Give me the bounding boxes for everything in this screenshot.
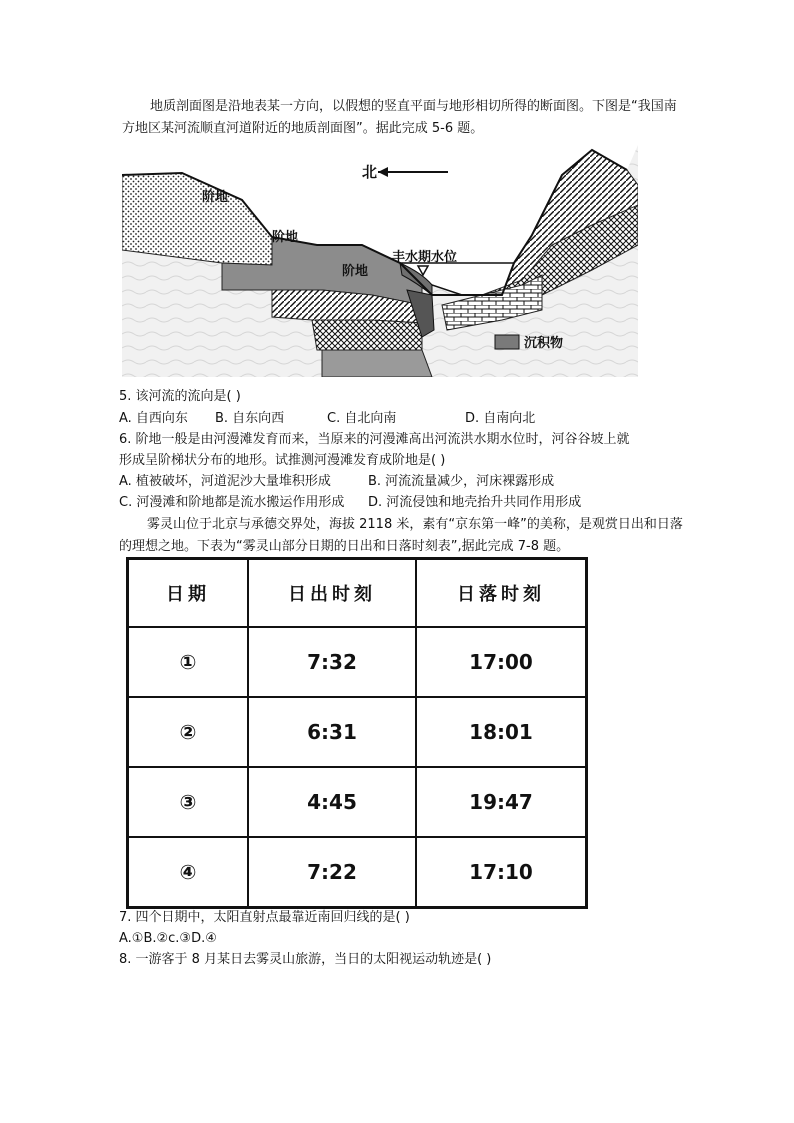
row-sunset: 17:10 — [416, 837, 587, 908]
table-row — [128, 767, 587, 837]
terrace-label-2: 阶地 — [272, 230, 299, 245]
intro-5-6: 地质剖面图是沿地表某一方向，以假想的竖直平面与地形相切所得的断面图。下图是“我国南方地区某河流顺直河道附近的地质剖面图”。据此完成 5-6 题。 — [122, 99, 677, 136]
row-sunrise: 6:31 — [248, 697, 416, 767]
legend-swatch — [495, 335, 519, 349]
q5-stem: 5. 该河流的流向是( ) — [119, 389, 241, 404]
q5-option-a: A. 自西向东 — [119, 411, 188, 426]
header-sunset: 日落时刻 — [416, 559, 587, 628]
row-date: ① — [128, 627, 249, 697]
row-sunrise: 7:32 — [248, 627, 416, 697]
bottom-grey-layer — [322, 350, 432, 377]
cross-layer-left — [312, 320, 422, 350]
q6-options-row2 — [119, 493, 581, 513]
q6-option-a: A. 植被破坏，河道泥沙大量堆积形成 — [119, 474, 331, 489]
table-row — [128, 697, 587, 767]
row-date: ④ — [128, 837, 249, 908]
q6-stem-line1: 6. 阶地一般是由河漫滩发育而来，当原来的河漫滩高出河流洪水期水位时，河谷谷坡上就 — [119, 432, 630, 447]
q5-option-b: B. 自东向西 — [215, 411, 285, 426]
table-row — [128, 837, 587, 908]
intro-7-8: 雾灵山位于北京与承德交界处，海拔 2118 米，素有“京东第一峰”的美称，是观赏日出和日落的理想之地。下表为“雾灵山部分日期的日出和日落时刻表”,据此完成 7-8 题。 — [119, 517, 683, 554]
q6-option-c: C. 河漫滩和阶地都是流水搬运作用形成 — [119, 495, 345, 510]
q5-option-c: C. 自北向南 — [327, 411, 397, 426]
header-date: 日期 — [128, 559, 249, 628]
row-sunset: 18:01 — [416, 697, 587, 767]
header-sunrise: 日出时刻 — [248, 559, 416, 628]
legend-label: 沉积物 — [524, 336, 564, 351]
row-sunrise: 7:22 — [248, 837, 416, 908]
water-level-label: 丰水期水位 — [392, 250, 458, 265]
north-label: 北 — [362, 163, 378, 181]
q6-stem-line2: 形成呈阶梯状分布的地形。试推测河漫滩发育成阶地是( ) — [119, 453, 446, 468]
row-sunset: 19:47 — [416, 767, 587, 837]
row-sunset: 17:00 — [416, 627, 587, 697]
q8-stem: 8. 一游客于 8 月某日去雾灵山旅游，当日的太阳视运动轨迹是( ) — [119, 952, 492, 967]
q6-option-b: B. 河流流量减少，河床裸露形成 — [368, 474, 555, 489]
row-date: ③ — [128, 767, 249, 837]
table-header-row — [128, 559, 587, 628]
q5-option-d: D. 自南向北 — [465, 411, 536, 426]
terrace-label-3: 阶地 — [342, 264, 369, 279]
terrace-label-1: 阶地 — [202, 190, 229, 205]
q5-options — [119, 409, 535, 429]
q7-stem: 7. 四个日期中，太阳直射点最靠近南回归线的是( ) — [119, 910, 410, 925]
q7-options: A.①B.②c.③D.④ — [119, 931, 217, 946]
row-sunrise: 4:45 — [248, 767, 416, 837]
sunrise-sunset-table — [126, 557, 588, 909]
q6-options-row1 — [119, 472, 554, 492]
geologic-profile-diagram — [122, 145, 638, 377]
q6-option-d: D. 河流侵蚀和地壳抬升共同作用形成 — [368, 495, 582, 510]
row-date: ② — [128, 697, 249, 767]
table-row — [128, 627, 587, 697]
